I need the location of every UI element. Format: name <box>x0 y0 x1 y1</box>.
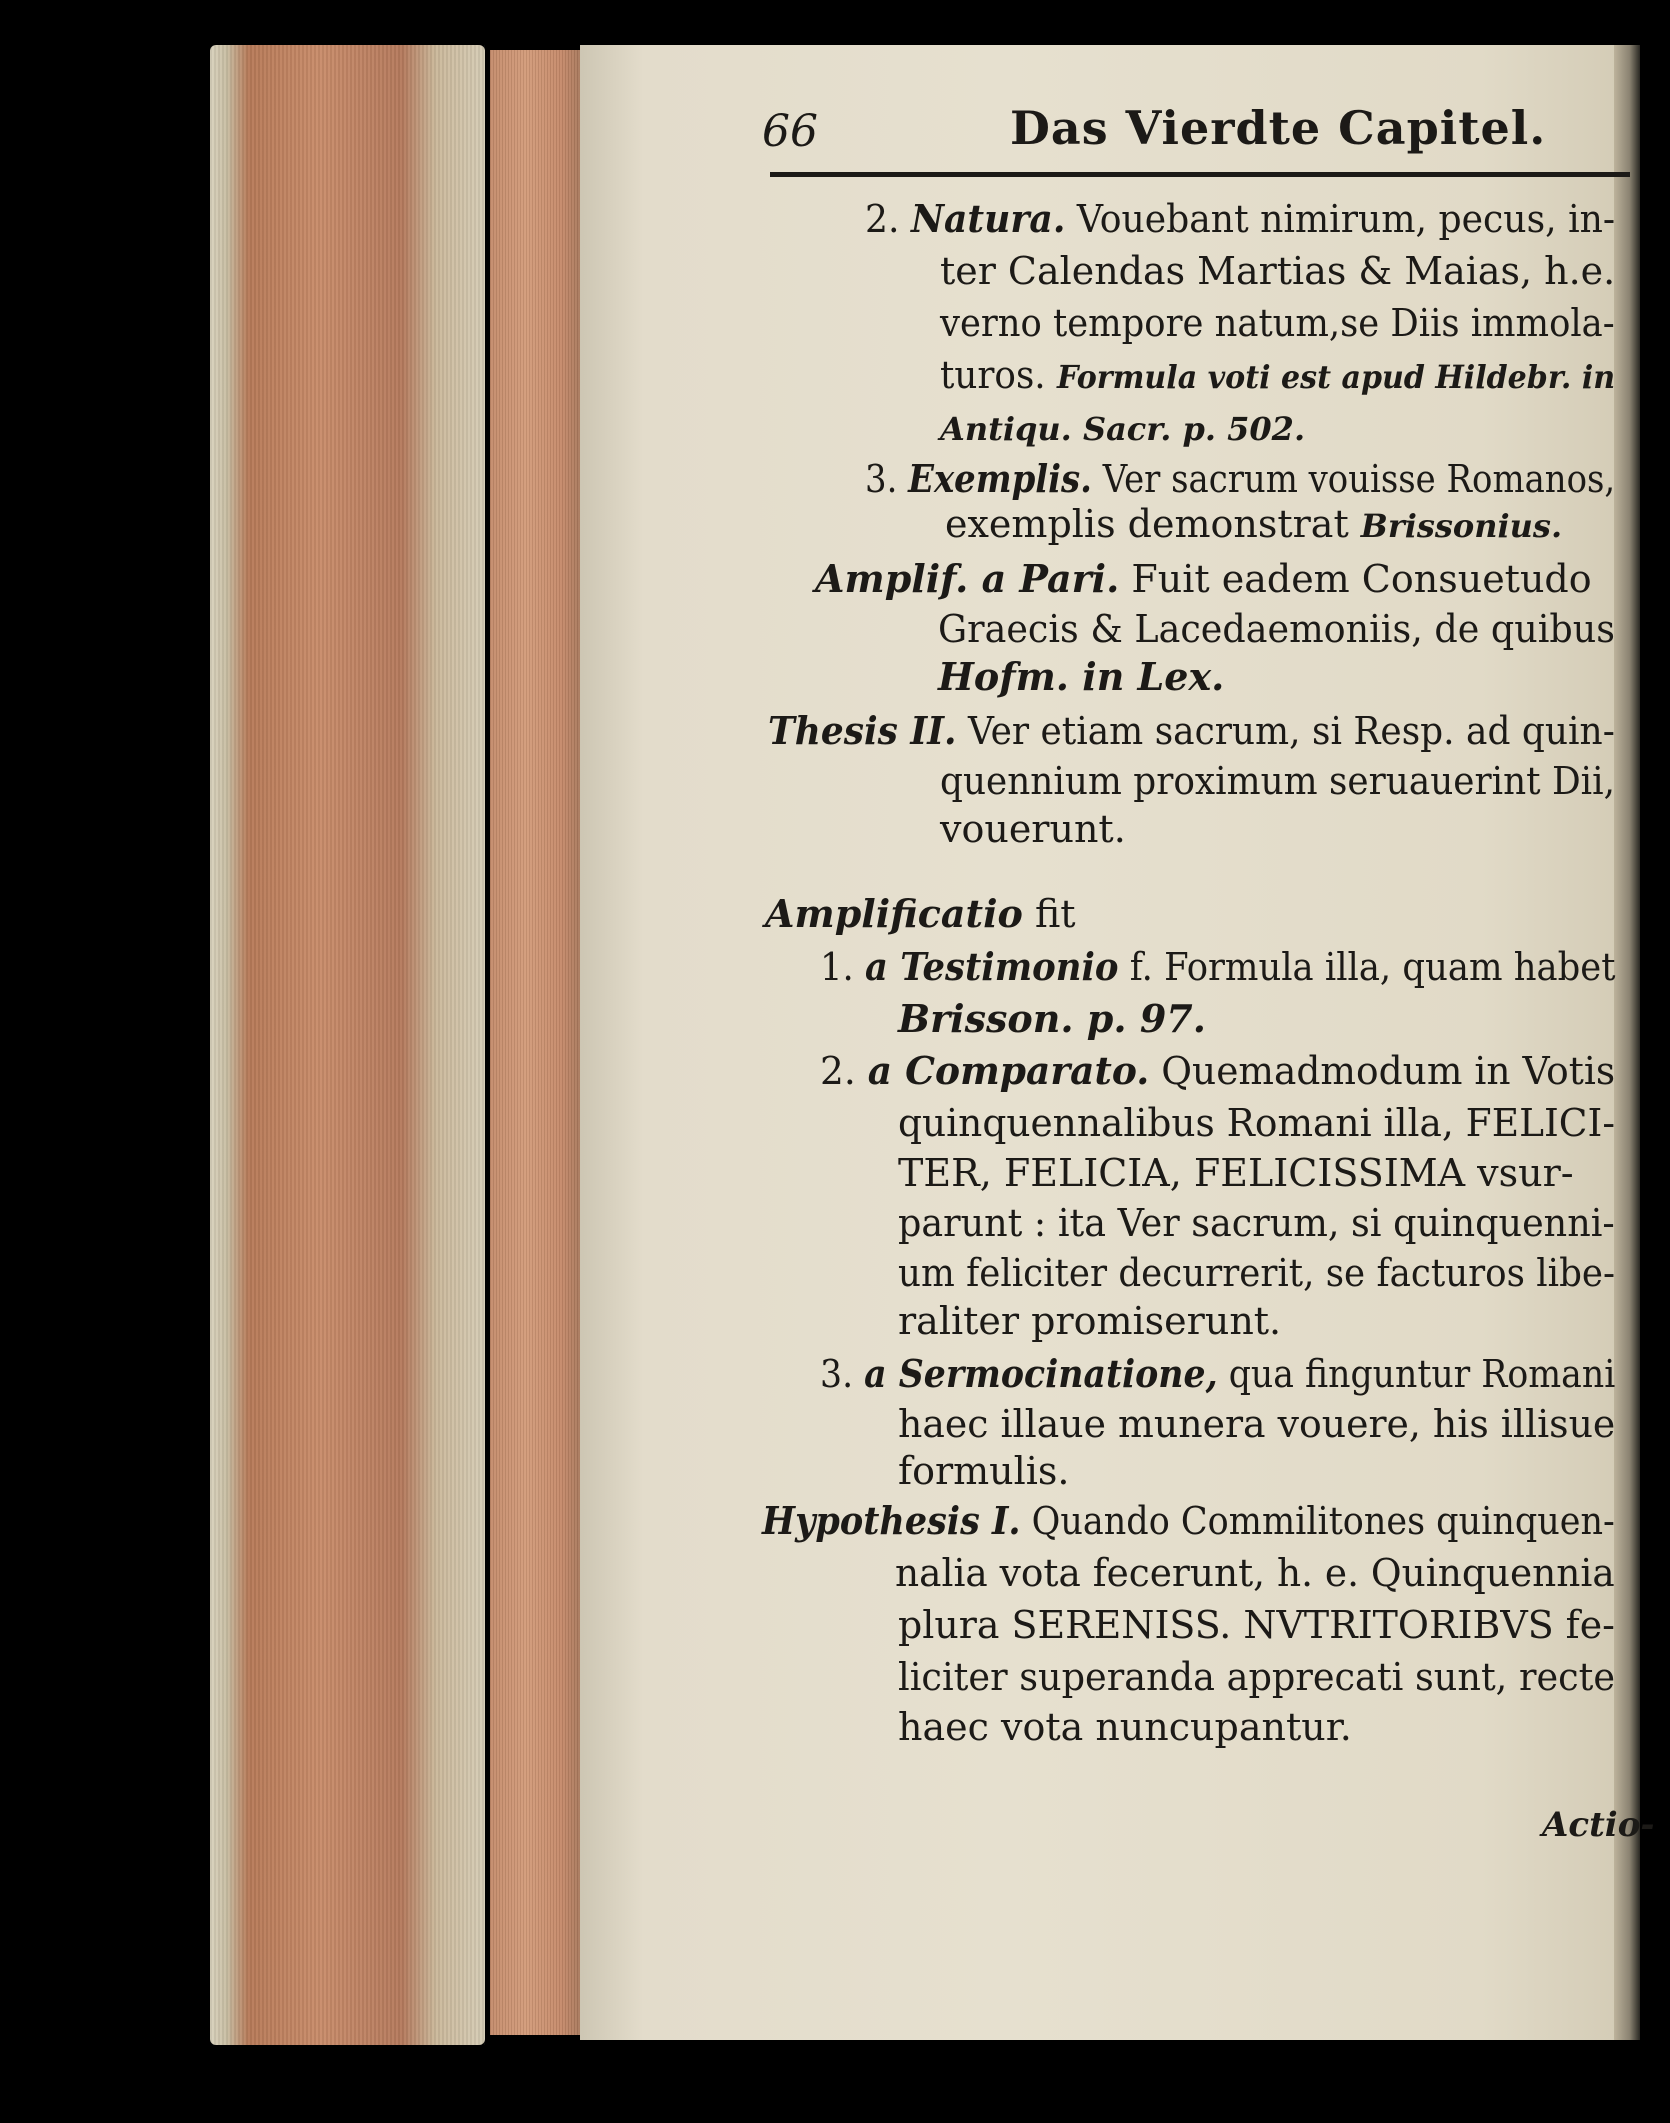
page-stack-edge <box>490 50 580 2035</box>
text-line: Amplif. a Pari. Fuit eadem Consuetudo <box>815 556 1592 601</box>
header-rule <box>770 172 1630 177</box>
text-line: 2. Natura. Vouebant nimirum, pecus, in- <box>865 196 1616 241</box>
text-line: 3. a Sermocinatione, qua finguntur Romani <box>820 1351 1616 1396</box>
text-line: Thesis II. Ver etiam sacrum, si Resp. ad quin- <box>768 708 1615 753</box>
running-title: Das Vierdte Capitel. <box>1010 101 1547 155</box>
text-line: ter Calendas Martias & Maias, h.e. <box>940 249 1616 293</box>
text-line: verno tempore natum,se Diis immola- <box>940 301 1615 345</box>
text-line: haec vota nuncupantur. <box>898 1705 1352 1749</box>
text-line: Amplificatio fit <box>765 891 1076 936</box>
text-line: TER, FELICIA, FELICISSIMA vsur- <box>898 1151 1574 1195</box>
text-line: Graecis & Lacedaemoniis, de quibus <box>938 607 1616 651</box>
text-line: parunt : ita Ver sacrum, si quinquenni- <box>898 1201 1615 1245</box>
text-line: vouerunt. <box>940 807 1126 851</box>
text-line: 3. Exemplis. Ver sacrum vouisse Romanos, <box>865 456 1616 501</box>
catchword: Actio- <box>1542 1805 1655 1845</box>
text-line: 1. a Testimonio f. Formula illa, quam habet <box>820 944 1616 989</box>
text-line: quinquennalibus Romani illa, FELICI- <box>898 1101 1615 1145</box>
text-line: Brisson. p. 97. <box>898 996 1206 1041</box>
page-number: 66 <box>762 106 818 157</box>
text-line: Hofm. in Lex. <box>938 654 1225 699</box>
text-line: nalia vota fecerunt, h. e. Quinquennia <box>895 1551 1615 1595</box>
text-line: 2. a Comparato. Quemadmodum in Votis <box>820 1048 1616 1093</box>
text-line: Hypothesis I. Quando Commilitones quinquen- <box>762 1498 1615 1543</box>
text-line: plura SERENISS. NVTRITORIBVS fe- <box>898 1603 1615 1647</box>
text-line: turos. Formula voti est apud Hildebr. in <box>940 353 1616 397</box>
text-line: haec illaue munera vouere, his illisue <box>898 1402 1616 1446</box>
text-line: Antiqu. Sacr. p. 502. <box>940 410 1306 448</box>
text-line: quennium proximum seruauerint Dii, <box>940 759 1615 803</box>
text-line: um feliciter decurrerit, se facturos libe- <box>898 1251 1616 1295</box>
page-gutter-shadow <box>1614 45 1640 2040</box>
text-line: raliter promiserunt. <box>898 1299 1282 1343</box>
text-line: exemplis demonstrat Brissonius. <box>945 502 1563 546</box>
text-line: formulis. <box>898 1449 1070 1493</box>
text-line: liciter superanda apprecati sunt, recte <box>898 1655 1616 1699</box>
book-fore-edge <box>210 45 485 2045</box>
